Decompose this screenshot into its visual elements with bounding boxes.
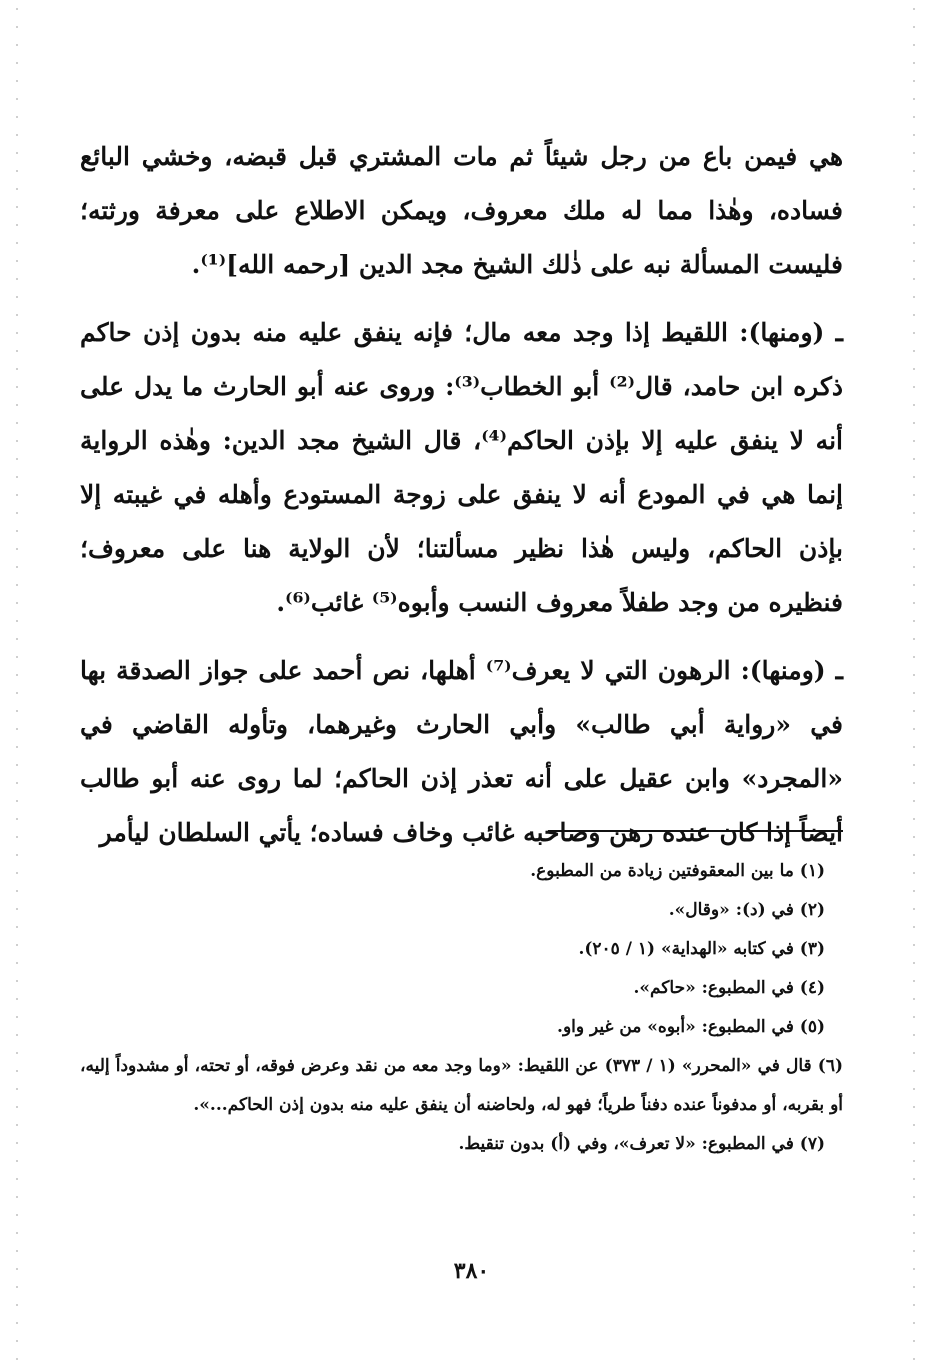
footnotes: [80, 852, 843, 1164]
footnote-4: (٤) في المطبوع: «حاكم».: [633, 978, 825, 998]
footnote-6: (٦) قال في «المحرر» (١ / ٣٧٣) عن اللقيط: «وما وجد معه من نقد وعرض فوقه، أو تحته، أو مشدوداً إليه، أو بقربه، أو مدفوناً عنده دفناً طرياً؛ فهو له، ولحاضنه أن ينفق عليه منه بدون إذن الحاكم...».: [80, 1056, 844, 1115]
footnote-1: (١) ما بين المعقوفتين زيادة من المطبوع.: [530, 861, 825, 881]
footnote-7: (٧) في المطبوع: «لا تعرف»، وفي (أ) بدون تنقيط.: [458, 1134, 825, 1154]
paragraph-1: هي فيمن باع من رجل شيئاً ثم مات المشتري قبل قبضه، وخشي البائع فساده، وهٰذا مما له ملك معروف، ويمكن الاطلاع على معرفة ورثته؛ فليست المسألة نبه على ذٰلك الشيخ مجد الدين [رحمه الله]⁽¹⁾.: [80, 142, 843, 279]
footnote-2: (٢) في (د): «وقال».: [668, 900, 825, 920]
footnote-3: (٣) في كتابه «الهداية» (١ / ٢٠٥).: [578, 939, 825, 959]
footnote-separator: [548, 830, 843, 832]
page-number: ٣٨٠: [453, 1258, 490, 1284]
paragraph-3: ـ (ومنها): الرهون التي لا يعرف⁽⁷⁾ أهلها، نص أحمد على جواز الصدقة بها في «رواية أبي طالب» وأبي الحارث وغيرهما، وتأوله القاضي في «المجرد» وابن عقيل على أنه تعذر إذن الحاكم؛ لما روى عنه أبو طالب أيضاً إذا كان عنده رهن وصاحبه غائب وخاف فساده؛ يأتي السلطان ليأمر: [80, 656, 843, 847]
main-body-text: [80, 130, 843, 874]
footnote-5: (٥) في المطبوع: «أبوه» من غير واو.: [557, 1017, 825, 1037]
scan-edge-left: [16, 0, 18, 1372]
scan-edge-right: [913, 0, 915, 1372]
paragraph-2: ـ (ومنها): اللقيط إذا وجد معه مال؛ فإنه ينفق عليه منه بدون إذن حاكم ذكره ابن حامد، قال⁽²⁾ أبو الخطاب⁽³⁾: وروى عنه أبو الحارث ما يدل على أنه لا ينفق عليه إلا بإذن الحاكم⁽⁴⁾، قال الشيخ مجد الدين: وهٰذه الرواية إنما هي في المودع أنه لا ينفق على زوجة المستودع وأهله في غيبته إلا بإذن الحاكم، وليس هٰذا نظير مسألتنا؛ لأن الولاية هنا على معروف؛ فنظيره من وجد طفلاً معروف النسب وأبوه⁽⁵⁾ غائب⁽⁶⁾.: [80, 318, 843, 617]
